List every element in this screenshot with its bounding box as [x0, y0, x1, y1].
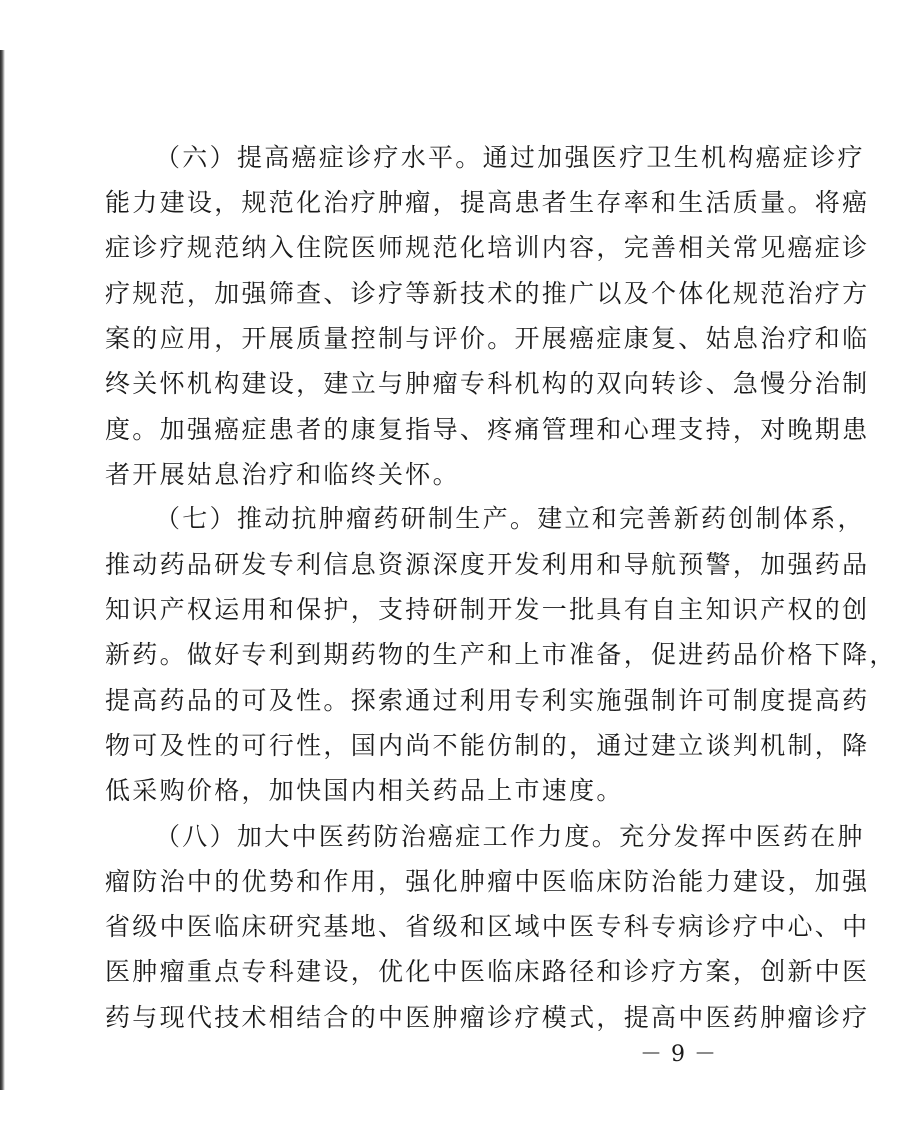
- paragraph-6-line-1: （六）提高癌症诊疗水平。通过加强医疗卫生机构癌症诊疗: [155, 143, 865, 172]
- paragraph-6-line-6: 终关怀机构建设，建立与肿瘤专科机构的双向转诊、急慢分治制: [105, 369, 870, 398]
- paragraph-8-line-3: 省级中医临床研究基地、省级和区域中医专科专病诊疗中心、中: [105, 912, 870, 941]
- paragraph-7-line-5: 提高药品的可及性。探索通过利用专利实施强制许可制度提高药: [105, 686, 870, 715]
- paragraph-7-line-1: （七）推动抗肿瘤药研制生产。建立和完善新药创制体系，: [155, 504, 865, 533]
- paragraph-8-line-5: 药与现代技术相结合的中医肿瘤诊疗模式，提高中医药肿瘤诊疗: [105, 1003, 870, 1032]
- paragraph-8-line-1: （八）加大中医药防治癌症工作力度。充分发挥中医药在肿: [155, 822, 865, 851]
- page-number: － 9 －: [640, 1042, 717, 1067]
- paragraph-8-line-2: 瘤防治中的优势和作用，强化肿瘤中医临床防治能力建设，加强: [105, 867, 870, 896]
- paragraph-8-line-4: 医肿瘤重点专科建设，优化中医临床路径和诊疗方案，创新中医: [105, 957, 870, 986]
- scan-edge-gap: [0, 1090, 5, 1123]
- paragraph-6-line-5: 案的应用，开展质量控制与评价。开展癌症康复、姑息治疗和临: [105, 324, 870, 353]
- paragraph-6-line-2: 能力建设，规范化治疗肿瘤，提高患者生存率和生活质量。将癌: [105, 188, 870, 217]
- paragraph-6-line-4: 疗规范，加强筛查、诊疗等新技术的推广以及个体化规范治疗方: [105, 279, 870, 308]
- scan-edge-shadow: [0, 0, 5, 1123]
- paragraph-7-line-3: 知识产权运用和保护，支持研制开发一批具有自主知识产权的创: [105, 595, 870, 624]
- paragraph-6-line-7: 度。加强癌症患者的康复指导、疼痛管理和心理支持，对晚期患: [105, 415, 870, 444]
- paragraph-7-line-4: 新药。做好专利到期药物的生产和上市准备，促进药品价格下降，: [105, 640, 897, 669]
- paragraph-7-line-6: 物可及性的可行性，国内尚不能仿制的，通过建立谈判机制，降: [105, 731, 870, 760]
- scan-edge-gap: [0, 0, 5, 50]
- paragraph-6-line-8: 者开展姑息治疗和临终关怀。: [105, 460, 460, 489]
- paragraph-6-line-3: 症诊疗规范纳入住院医师规范化培训内容，完善相关常见癌症诊: [105, 233, 870, 262]
- paragraph-7-line-7: 低采购价格，加快国内相关药品上市速度。: [105, 776, 624, 805]
- paragraph-7-line-2: 推动药品研发专利信息资源深度开发利用和导航预警，加强药品: [105, 550, 870, 579]
